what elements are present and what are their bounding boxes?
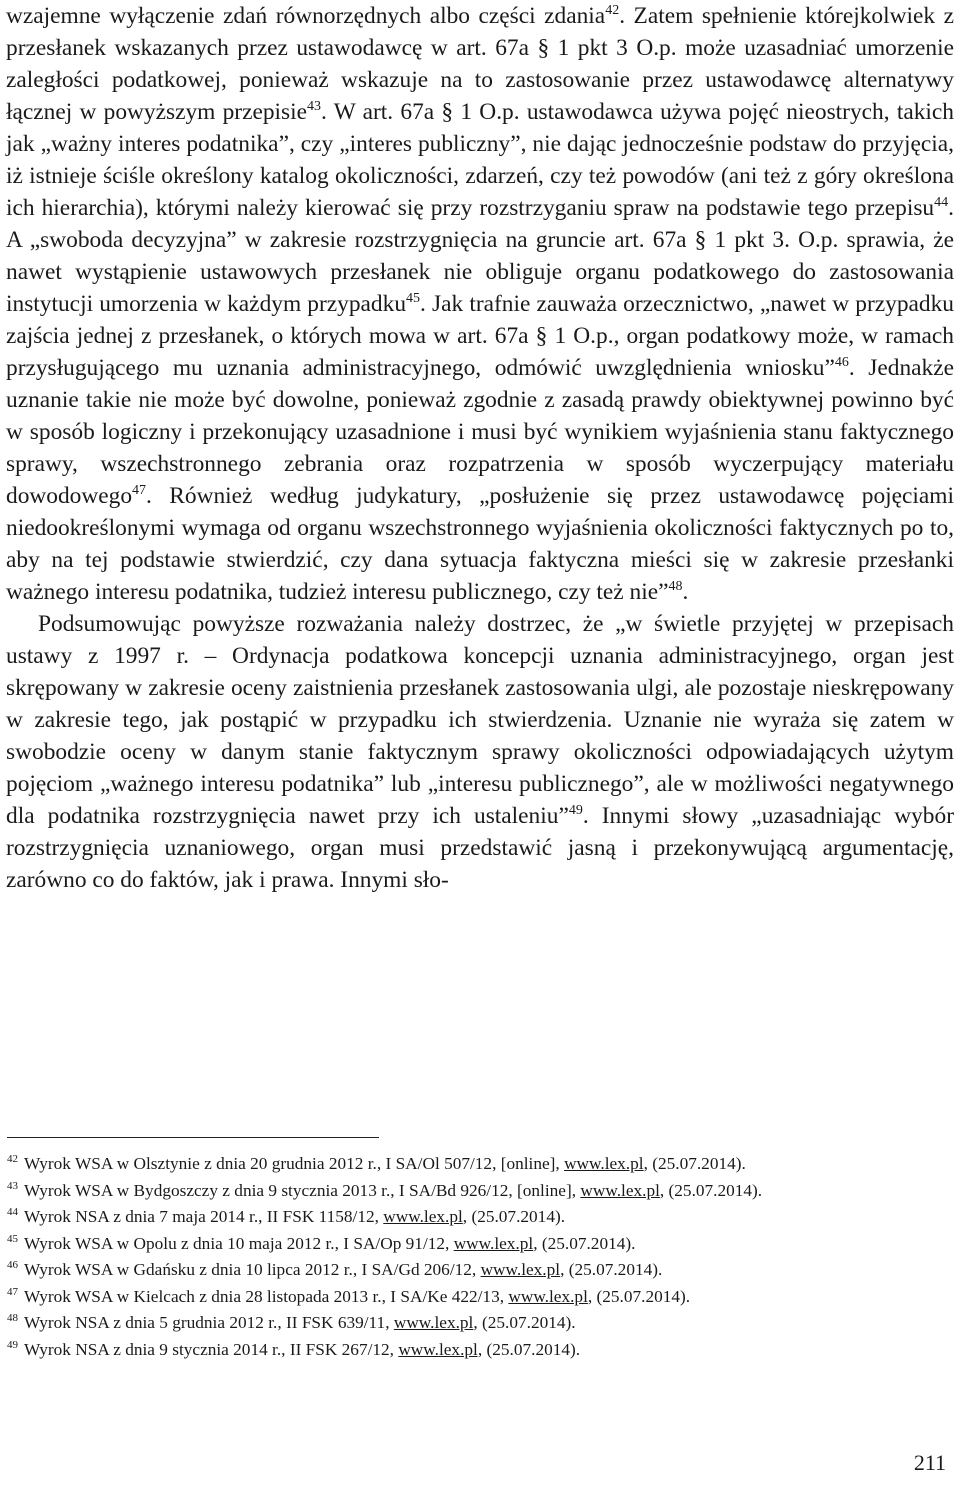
footnote-text: Wyrok WSA w Opolu z dnia 10 maja 2012 r., I SA/Op 91/12, — [24, 1233, 454, 1253]
paragraph-2 — [6, 608, 954, 896]
page-number: 211 — [913, 1450, 946, 1475]
footnote-number: 45 — [7, 1232, 18, 1245]
footnote-separator — [7, 1137, 379, 1138]
text-run: wzajemne wyłączenie zdań równorzędnych albo części zdania — [6, 3, 606, 29]
footnote-link[interactable]: www.lex.pl — [580, 1180, 660, 1200]
footnote — [7, 1151, 954, 1178]
footnote-ref[interactable]: 45 — [406, 291, 421, 306]
footnote — [7, 1178, 954, 1205]
text-run: . W art. 67a § 1 O.p. ustawodawca używa pojęć nieostrych, takich jak „ważny interes podatnika”, czy „interes publiczny”, nie dając jednocześnie podstaw do przyjęcia, iż istnieje ściśle określony katalog okoliczności, zdarzeń, czy też powodów (ani też z góry określona ich hierarchia), którymi należy kierować się przy rozstrzyganiu spraw na podstawie tego przepisu — [6, 99, 954, 221]
footnote-date: , (25.07.2014). — [560, 1260, 663, 1279]
body-text — [6, 0, 954, 896]
footnote-ref[interactable]: 42 — [605, 3, 620, 18]
footnote-ref[interactable]: 48 — [668, 579, 683, 594]
text-run: . Zatem spełnienie którejkolwiek z przesłanek wskazanych przez ustawodawcę w art. 67a § 1 pkt 3 O.p. może uzasadniać umorzenie zaległości podatkowej, ponieważ wskazuje na to zastosowanie przez ustawodawcę alternatywy łącznej w powyższym przepisie — [6, 3, 954, 125]
footnote-text: Wyrok NSA z dnia 5 grudnia 2012 r., II FSK 639/11, — [24, 1313, 394, 1332]
text-run: . Również według judykatury, „posłużenie się przez ustawodawcę pojęciami niedookreślonymi wymaga od organu wszechstronnego wyjaśnienia okoliczności faktycznych po to, aby na tej podstawie stwierdzić, czy dana sytuacja faktyczna mieści się w zakresie przesłanki ważnego interesu podatnika, tudzież interesu publicznego, czy też nie” — [6, 483, 954, 605]
footnote-number: 48 — [7, 1312, 18, 1324]
footnote-ref[interactable]: 47 — [132, 483, 147, 498]
footnote-link[interactable]: www.lex.pl — [508, 1286, 588, 1306]
footnote-date: (25.07.2014). — [482, 1339, 581, 1359]
footnote-text: Wyrok NSA z dnia 7 maja 2014 r., II FSK 1158/12, — [24, 1207, 384, 1226]
footnote-number: 42 — [7, 1153, 18, 1165]
footnote-date: , (25.07.2014). — [587, 1286, 691, 1306]
footnote — [7, 1337, 954, 1364]
footnote-date: , (25.07.2014). — [473, 1313, 576, 1332]
footnote-text: Wyrok WSA w Bydgoszczy z dnia 9 stycznia 2013 r., I SA/Bd 926/12, [online], — [24, 1180, 581, 1200]
footnote-date: , (25.07.2014). — [643, 1154, 746, 1173]
footnote-number: 49 — [7, 1338, 18, 1351]
footnote-link[interactable]: www.lex.pl — [383, 1207, 463, 1226]
footnote-text: Wyrok WSA w Kielcach z dnia 28 listopada 2013 r., I SA/Ke 422/13, — [24, 1286, 509, 1306]
footnote-text: Wyrok WSA w Gdańsku z dnia 10 lipca 2012 r., I SA/Gd 206/12, — [24, 1260, 481, 1279]
footnote — [7, 1204, 954, 1231]
footnote-text: Wyrok WSA w Olsztynie z dnia 20 grudnia 2012 r., I SA/Ol 507/12, [online], — [24, 1154, 565, 1173]
footnote-date: , (25.07.2014). — [659, 1180, 763, 1200]
footnote-number: 43 — [7, 1179, 18, 1192]
footnote-text: Wyrok NSA z dnia 9 stycznia 2014 r., II FSK 267/12, — [24, 1339, 399, 1359]
footnote-date: , (25.07.2014). — [533, 1233, 636, 1253]
footnote-link[interactable]: www.lex.pl — [453, 1233, 534, 1253]
footnote-number: 46 — [7, 1259, 18, 1271]
footnote-ref[interactable]: 43 — [307, 99, 322, 114]
text-run: . A „swoboda decyzyjna” w zakresie rozstrzygnięcia na gruncie art. 67a § 1 pkt 3. O.p. sprawia, że nawet wystąpienie ustawowych przesłanek nie obliguje organu podatkowego do zastosowania instytucji umorzenia w każdym przypadku — [6, 195, 954, 317]
footnote-number: 47 — [7, 1285, 18, 1298]
text-run: . Innymi słowy „uzasadniając wybór rozstrzygnięcia uznaniowego, organ musi przedstawić jasną i przekonywującą argumentację, zarówno co do faktów, jak i prawa. Innymi sło- — [6, 803, 954, 893]
text-run: . Jednakże uznanie takie nie może być dowolne, ponieważ zgodnie z zasadą prawdy obiektywnej powinno być w sposób logiczny i przekonujący uzasadnione i musi być wynikiem wyjaśnienia stanu faktycznego sprawy, wszechstronnego zebrania oraz rozpatrzenia w sposób wyczerpujący materiału dowodowego — [6, 355, 954, 509]
footnote-link[interactable]: www.lex.pl — [564, 1154, 644, 1173]
footnote — [7, 1310, 954, 1337]
footnote-link[interactable]: www.lex.pl — [393, 1313, 474, 1332]
footnote-ref[interactable]: 44 — [934, 195, 949, 210]
footnote — [7, 1284, 954, 1311]
footnote — [7, 1257, 954, 1284]
footnote-link[interactable]: www.lex.pl, — [398, 1339, 483, 1359]
footnote-ref[interactable]: 49 — [568, 803, 583, 818]
text-run: . — [682, 579, 689, 605]
footnote-number: 44 — [7, 1206, 18, 1218]
footnote-link[interactable]: www.lex.pl — [480, 1260, 561, 1279]
footnote — [7, 1231, 954, 1258]
footnotes — [7, 1151, 954, 1363]
footnote-date: , (25.07.2014). — [462, 1207, 566, 1226]
paragraph-1 — [6, 0, 954, 608]
text-run: Podsumowując powyższe rozważania należy dostrzec, że „w świetle przyjętej w przepisach ustawy z 1997 r. – Ordynacja podatkowa koncepcji uznania administracyjnego, organ jest skrępowany w zakresie oceny zaistnienia przesłanek zastosowania ulgi, ale pozostaje nieskrępowany w zakresie tego, jak postąpić w przypadku ich stwierdzenia. Uznanie nie wyraża się zatem w swobodzie oceny w danym stanie faktycznym sprawy okoliczności odpowiadających użytym pojęciom „ważnego interesu podatnika” lub „interesu publicznego”, ale w możliwości negatywnego dla podatnika rozstrzygnięcia nawet przy ich ustaleniu” — [6, 611, 954, 829]
text-run: . Jak trafnie zauważa orzecznictwo, „nawet w przypadku zajścia jednej z przesłanek, o których mowa w art. 67a § 1 O.p., organ podatkowy może, w ramach przysługującego mu uznania administracyjnego, odmówić uwzględnienia wniosku” — [6, 291, 954, 381]
footnote-ref[interactable]: 46 — [834, 355, 849, 370]
